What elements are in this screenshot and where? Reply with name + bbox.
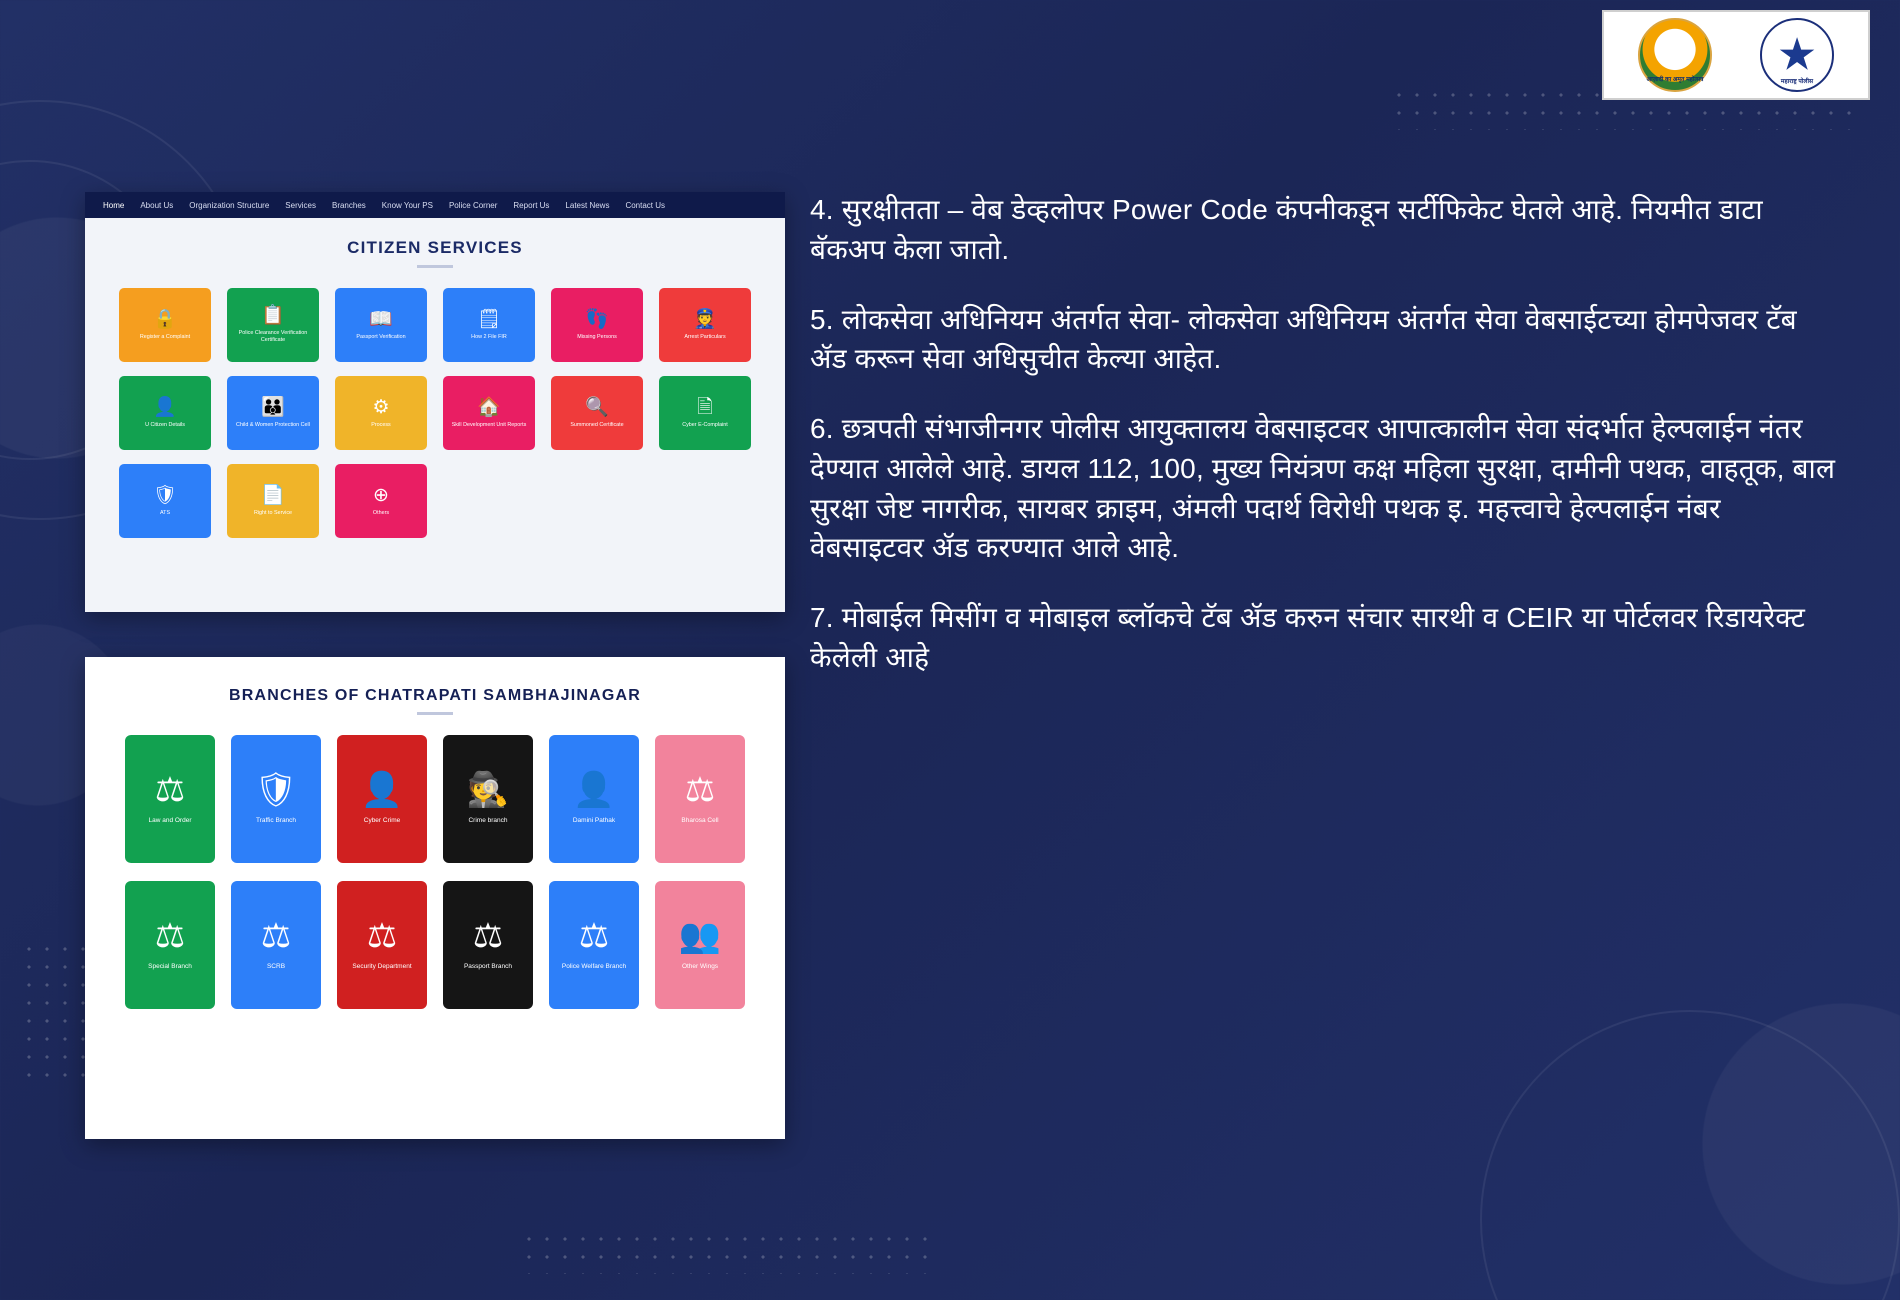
branch-tile-label: Security Department <box>352 962 412 970</box>
branches-title: BRANCHES OF CHATRAPATI SAMBHAJINAGAR <box>228 687 642 704</box>
logo-bar <box>1602 10 1870 100</box>
service-tile-icon: 🔒 <box>153 308 177 330</box>
branch-tile-label: SCRB <box>266 962 286 970</box>
service-tile[interactable] <box>335 288 427 362</box>
nav-item-home[interactable]: Home <box>103 200 125 210</box>
branch-tile-label: Special Branch <box>148 962 192 970</box>
service-tile-icon: ⚙ <box>372 396 390 418</box>
service-tile-icon: 🗒 <box>476 308 502 330</box>
content-column <box>810 190 1840 708</box>
service-tile-icon: 🏠 <box>477 396 501 418</box>
service-tile-label: Arrest Particulars <box>684 333 726 340</box>
branch-tile-icon: ⚖ <box>260 916 292 955</box>
service-tile-label: Register a Complaint <box>139 333 191 340</box>
point-4-text: 4. सुरक्षीतता – वेब डेव्हलोपर Power Code कंपनीकडून सर्टीफिकेट घेतले आहे. नियमीत डाटा बॅकअप केला जातो. <box>810 194 1763 265</box>
citizen-services-title: CITIZEN SERVICES <box>347 238 523 257</box>
branch-tile-label: Cyber Crime <box>363 816 401 824</box>
police-star-icon: ★ <box>1779 33 1815 77</box>
service-tile[interactable] <box>659 376 751 450</box>
citizen-services-screenshot <box>85 192 785 612</box>
service-tile-icon: 👮 <box>693 308 717 330</box>
service-tile[interactable] <box>551 376 643 450</box>
branch-tile-label: Bharosa Cell <box>681 816 719 824</box>
service-tile-label: U Citizen Details <box>145 421 185 428</box>
service-tile[interactable] <box>227 376 319 450</box>
nav-item-contact-us[interactable]: Contact Us <box>625 200 666 210</box>
branch-tile-icon: ⚖ <box>472 916 504 955</box>
service-tile-label: Summoned Certificate <box>570 421 624 428</box>
point-7 <box>810 598 1840 678</box>
branch-tile[interactable] <box>337 881 427 1009</box>
branch-tile-label: Crime branch <box>468 816 508 824</box>
service-tile-label: Police Clearance Verification Certificate <box>238 330 308 343</box>
dot-pattern-bottom <box>520 1230 940 1274</box>
service-tile-label: Others <box>372 509 390 516</box>
branch-tile-icon: ⚖ <box>578 916 610 955</box>
branch-tile-label: Passport Branch <box>463 962 513 970</box>
branch-tile[interactable] <box>549 881 639 1009</box>
azadi-amrit-mahotsav-caption: आज़ादी का अमृत महोत्सव <box>1646 77 1704 84</box>
service-tile-label: ATS <box>159 509 171 516</box>
service-tile[interactable] <box>119 376 211 450</box>
nav-item-know-your-ps[interactable]: Know Your PS <box>381 200 433 210</box>
branch-tile-icon: 👤 <box>572 770 616 809</box>
service-tile-label: Child & Women Protection Cell <box>236 421 310 428</box>
service-tile-icon: 👣 <box>585 308 609 330</box>
service-tile-icon: 🛡 <box>152 484 178 506</box>
nav-item-report-us[interactable]: Report Us <box>513 200 550 210</box>
service-tile-icon: 🗎 <box>697 396 713 418</box>
nav-item-services[interactable]: Services <box>285 200 316 210</box>
screenshots-column <box>85 192 785 1139</box>
service-tile[interactable] <box>119 464 211 538</box>
service-tile-icon: 📖 <box>369 308 393 330</box>
branch-tile-icon: 🛡 <box>254 770 298 809</box>
branch-tile-label: Damini Pathak <box>572 816 616 824</box>
nav-item-latest-news[interactable]: Latest News <box>565 200 610 210</box>
branch-tile[interactable] <box>655 881 745 1009</box>
service-tile-label: Cyber E-Complaint <box>682 421 728 428</box>
citizen-services-grid <box>119 288 751 538</box>
service-tile[interactable] <box>227 464 319 538</box>
branch-tile-label: Traffic Branch <box>255 816 297 824</box>
branches-screenshot <box>85 657 785 1139</box>
service-tile-icon: 🔍 <box>585 396 609 418</box>
branch-tile-label: Other Wings <box>681 962 719 970</box>
branch-tile[interactable] <box>337 735 427 863</box>
service-tile-label: Passport Verification <box>356 333 406 340</box>
branch-tile-label: Law and Order <box>148 816 192 824</box>
service-tile-icon: ⊕ <box>373 484 389 506</box>
branch-tile[interactable] <box>125 881 215 1009</box>
branch-tile[interactable] <box>549 735 639 863</box>
nav-item-organization-structure[interactable]: Organization Structure <box>189 200 270 210</box>
branch-tile-label: Police Welfare Branch <box>561 962 627 970</box>
branch-tile-icon: ⚖ <box>154 770 186 809</box>
branch-tile-icon: 👥 <box>678 916 722 955</box>
nav-item-police-corner[interactable]: Police Corner <box>448 200 498 210</box>
branch-tile[interactable] <box>443 881 533 1009</box>
point-5-text: 5. लोकसेवा अधिनियम अंतर्गत सेवा- लोकसेवा अधिनियम अंतर्गत सेवा वेबसाईटच्या होमपेजवर टॅब ॲड करून सेवा अधिसुचीत केल्या आहेत. <box>810 303 1797 375</box>
website-navbar <box>85 192 785 218</box>
service-tile[interactable] <box>443 376 535 450</box>
title-underline <box>417 265 453 268</box>
service-tile-icon: 📋 <box>261 305 285 327</box>
branch-tile[interactable] <box>655 735 745 863</box>
maharashtra-police-caption: महाराष्ट्र पोलीस <box>1780 79 1814 86</box>
point-7-text: 7. मोबाईल मिसींग व मोबाइल ब्लॉकचे टॅब ॲड करुन संचार सारथी व CEIR या पोर्टलवर रिडायरेक्ट केलेली आहे <box>810 602 1806 673</box>
branch-tile-icon: ⚖ <box>154 916 186 955</box>
service-tile-icon: 👤 <box>153 396 177 418</box>
service-tile-icon: 📄 <box>261 484 285 506</box>
branch-tile-icon: 👤 <box>360 770 404 809</box>
point-6-text: 6. छत्रपती संभाजीनगर पोलीस आयुक्तालय वेबसाइटवर आपात्कालीन सेवा संदर्भात हेल्पलाईन नंतर देण्यात आलेले आहे. डायल 112, 100, मुख्य नियंत्रण कक्ष महिला सुरक्षा, दामीनी पथक, वाहतूक, बाल सुरक्षा जेष्ट नागरीक, सायबर क्राइम, अंमली पदार्थ विरोधी पथक इ. महत्त्वाचे हेल्पलाईन नंबर वेबसाइटवर ॲड करण्यात आले आहे. <box>810 413 1836 564</box>
branch-tile[interactable] <box>443 735 533 863</box>
service-tile[interactable] <box>443 288 535 362</box>
service-tile[interactable] <box>335 464 427 538</box>
service-tile-icon: 👪 <box>261 396 285 418</box>
nav-item-branches[interactable]: Branches <box>331 200 366 210</box>
service-tile[interactable] <box>119 288 211 362</box>
point-5 <box>810 300 1840 380</box>
branch-tile[interactable] <box>231 881 321 1009</box>
point-4 <box>810 190 1840 270</box>
service-tile-label: Process <box>371 421 391 428</box>
service-tile-label: Missing Persons <box>577 333 617 340</box>
service-tile-label: Right to Service <box>253 509 293 516</box>
service-tile[interactable] <box>659 288 751 362</box>
service-tile-label: How 2 File FIR <box>471 333 507 340</box>
title-underline <box>417 712 453 715</box>
nav-item-about-us[interactable]: About Us <box>140 200 174 210</box>
azadi-amrit-mahotsav-logo <box>1638 18 1712 92</box>
service-tile[interactable] <box>551 288 643 362</box>
service-tile-label: Skill Development Unit Reports <box>451 421 527 428</box>
point-6 <box>810 409 1840 568</box>
branch-tile-icon: ⚖ <box>366 916 398 955</box>
branches-grid <box>125 735 745 1009</box>
service-tile[interactable] <box>335 376 427 450</box>
branch-tile-icon: ⚖ <box>684 770 716 809</box>
branch-tile[interactable] <box>231 735 321 863</box>
maharashtra-police-logo <box>1760 18 1834 92</box>
branch-tile-icon: 🕵 <box>466 770 510 809</box>
decorative-arc <box>1480 1010 1900 1300</box>
service-tile[interactable] <box>227 288 319 362</box>
branch-tile[interactable] <box>125 735 215 863</box>
